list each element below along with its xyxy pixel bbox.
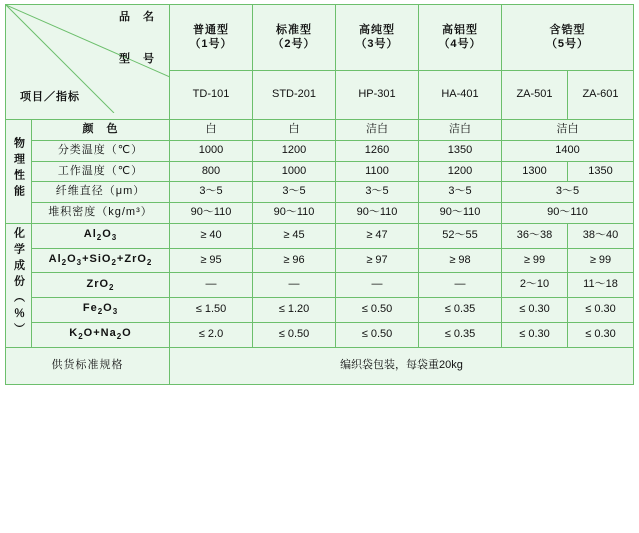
cell-k2o-1: ≤ 2.0 <box>170 322 253 347</box>
cell-sum-5: ≥ 99 <box>502 248 568 273</box>
row-label-classification-temp: 分类温度（℃） <box>32 140 170 161</box>
cell-classification-temp-3: 1260 <box>336 140 419 161</box>
cell-sum-4: ≥ 98 <box>419 248 502 273</box>
cell-color-1: 白 <box>170 120 253 141</box>
cell-classification-temp-1: 1000 <box>170 140 253 161</box>
cell-al2o3-6: 38～40 <box>568 223 634 248</box>
cell-zro2-4: — <box>419 273 502 298</box>
model-2: STD-201 <box>253 71 336 120</box>
table-row-color <box>6 120 634 141</box>
row-label-fe2o3: $Fe_2O_3$ <box>32 298 170 323</box>
cell-al2o3-4: 52～55 <box>419 223 502 248</box>
cell-al2o3-3: ≥ 47 <box>336 223 419 248</box>
model-5: ZA-501 <box>502 71 568 120</box>
cell-sum-2: ≥ 96 <box>253 248 336 273</box>
product-type-3 <box>336 5 419 71</box>
corner-label-product: 品 名 <box>119 11 155 23</box>
cell-al2o3-1: ≥ 40 <box>170 223 253 248</box>
cell-supply-spec-value: 编织袋包装，每袋重20kg <box>170 347 634 384</box>
row-label-al2o3: $Al_2O_3$ <box>32 223 170 248</box>
table-row-fe2o3 <box>6 298 634 323</box>
product-type-3-no: （3号） <box>355 37 399 50</box>
cell-working-temp-2: 1000 <box>253 161 336 182</box>
cell-sum-1: ≥ 95 <box>170 248 253 273</box>
product-type-1 <box>170 5 253 71</box>
row-label-al2o3-sio2-zro2: $Al_2O_3+SiO_2+ZrO_2$ <box>32 248 170 273</box>
cell-color-3: 洁白 <box>336 120 419 141</box>
cell-sum-3: ≥ 97 <box>336 248 419 273</box>
cell-k2o-3: ≤ 0.50 <box>336 322 419 347</box>
cell-al2o3-5: 36～38 <box>502 223 568 248</box>
table-row-bulk-density <box>6 203 634 224</box>
product-type-3-name: 高纯型 <box>359 23 395 36</box>
specification-table <box>5 4 634 385</box>
cell-color-5: 洁白 <box>502 120 634 141</box>
group-label-chemical-text: 化学成份（％） <box>12 226 25 339</box>
product-type-1-no: （1号） <box>189 37 233 50</box>
table-row-fiber-diameter <box>6 182 634 203</box>
corner-header-cell <box>6 5 170 120</box>
cell-k2o-4: ≤ 0.35 <box>419 322 502 347</box>
corner-label-item: 项目／指标 <box>20 91 80 104</box>
cell-working-temp-4: 1200 <box>419 161 502 182</box>
model-4: HA-401 <box>419 71 502 120</box>
cell-fe2o3-3: ≤ 0.50 <box>336 298 419 323</box>
cell-working-temp-6: 1350 <box>568 161 634 182</box>
cell-zro2-6: 11～18 <box>568 273 634 298</box>
cell-sum-6: ≥ 99 <box>568 248 634 273</box>
cell-k2o-6: ≤ 0.30 <box>568 322 634 347</box>
product-type-2-no: （2号） <box>272 37 316 50</box>
table-row-classification-temp <box>6 140 634 161</box>
table-row-k2o-na2o <box>6 322 634 347</box>
cell-fiber-diameter-1: 3～5 <box>170 182 253 203</box>
cell-bulk-density-2: 90～110 <box>253 203 336 224</box>
cell-zro2-1: — <box>170 273 253 298</box>
cell-zro2-3: — <box>336 273 419 298</box>
cell-color-4: 洁白 <box>419 120 502 141</box>
product-type-4-no: （4号） <box>438 37 482 50</box>
table-row-supply-spec <box>6 347 634 384</box>
cell-classification-temp-2: 1200 <box>253 140 336 161</box>
cell-k2o-5: ≤ 0.30 <box>502 322 568 347</box>
cell-fiber-diameter-2: 3～5 <box>253 182 336 203</box>
table-row-al2o3-sio2-zro2 <box>6 248 634 273</box>
row-label-k2o-na2o: $K_2O+Na_2O$ <box>32 322 170 347</box>
cell-color-2: 白 <box>253 120 336 141</box>
group-label-physical <box>6 120 32 224</box>
cell-k2o-2: ≤ 0.50 <box>253 322 336 347</box>
cell-working-temp-1: 800 <box>170 161 253 182</box>
group-label-chemical <box>6 223 32 347</box>
cell-fe2o3-4: ≤ 0.35 <box>419 298 502 323</box>
cell-classification-temp-5: 1400 <box>502 140 634 161</box>
model-3: HP-301 <box>336 71 419 120</box>
model-1: TD-101 <box>170 71 253 120</box>
cell-bulk-density-4: 90～110 <box>419 203 502 224</box>
model-6: ZA-601 <box>568 71 634 120</box>
cell-zro2-2: — <box>253 273 336 298</box>
product-type-2 <box>253 5 336 71</box>
product-type-4 <box>419 5 502 71</box>
product-type-2-name: 标准型 <box>276 23 312 36</box>
product-type-5-name: 含锆型 <box>549 23 586 36</box>
row-label-fiber-diameter: 纤维直径（μm） <box>32 182 170 203</box>
cell-zro2-5: 2～10 <box>502 273 568 298</box>
cell-fe2o3-1: ≤ 1.50 <box>170 298 253 323</box>
cell-fe2o3-6: ≤ 0.30 <box>568 298 634 323</box>
cell-fiber-diameter-5: 3～5 <box>502 182 634 203</box>
table-row-working-temp <box>6 161 634 182</box>
cell-working-temp-3: 1100 <box>336 161 419 182</box>
table-row-product-names <box>6 5 634 71</box>
group-label-physical-text: 物理性能 <box>12 137 25 201</box>
product-type-4-name: 高铝型 <box>442 23 478 36</box>
product-type-1-name: 普通型 <box>193 23 229 36</box>
cell-fe2o3-5: ≤ 0.30 <box>502 298 568 323</box>
product-type-5-no: （5号） <box>545 37 590 50</box>
cell-fiber-diameter-4: 3～5 <box>419 182 502 203</box>
cell-fiber-diameter-3: 3～5 <box>336 182 419 203</box>
table-row-zro2 <box>6 273 634 298</box>
row-label-color: 颜 色 <box>32 120 170 141</box>
row-label-zro2: ZrO$_2$ <box>32 273 170 298</box>
product-type-5 <box>502 5 634 71</box>
cell-bulk-density-3: 90～110 <box>336 203 419 224</box>
row-label-supply-spec: 供货标准规格 <box>6 347 170 384</box>
row-label-working-temp: 工作温度（℃） <box>32 161 170 182</box>
cell-working-temp-5: 1300 <box>502 161 568 182</box>
cell-bulk-density-5: 90～110 <box>502 203 634 224</box>
cell-bulk-density-1: 90～110 <box>170 203 253 224</box>
table-row-al2o3 <box>6 223 634 248</box>
corner-label-model: 型 号 <box>119 53 155 65</box>
cell-classification-temp-4: 1350 <box>419 140 502 161</box>
cell-al2o3-2: ≥ 45 <box>253 223 336 248</box>
row-label-bulk-density: 堆积密度（kg/m³） <box>32 203 170 224</box>
cell-fe2o3-2: ≤ 1.20 <box>253 298 336 323</box>
